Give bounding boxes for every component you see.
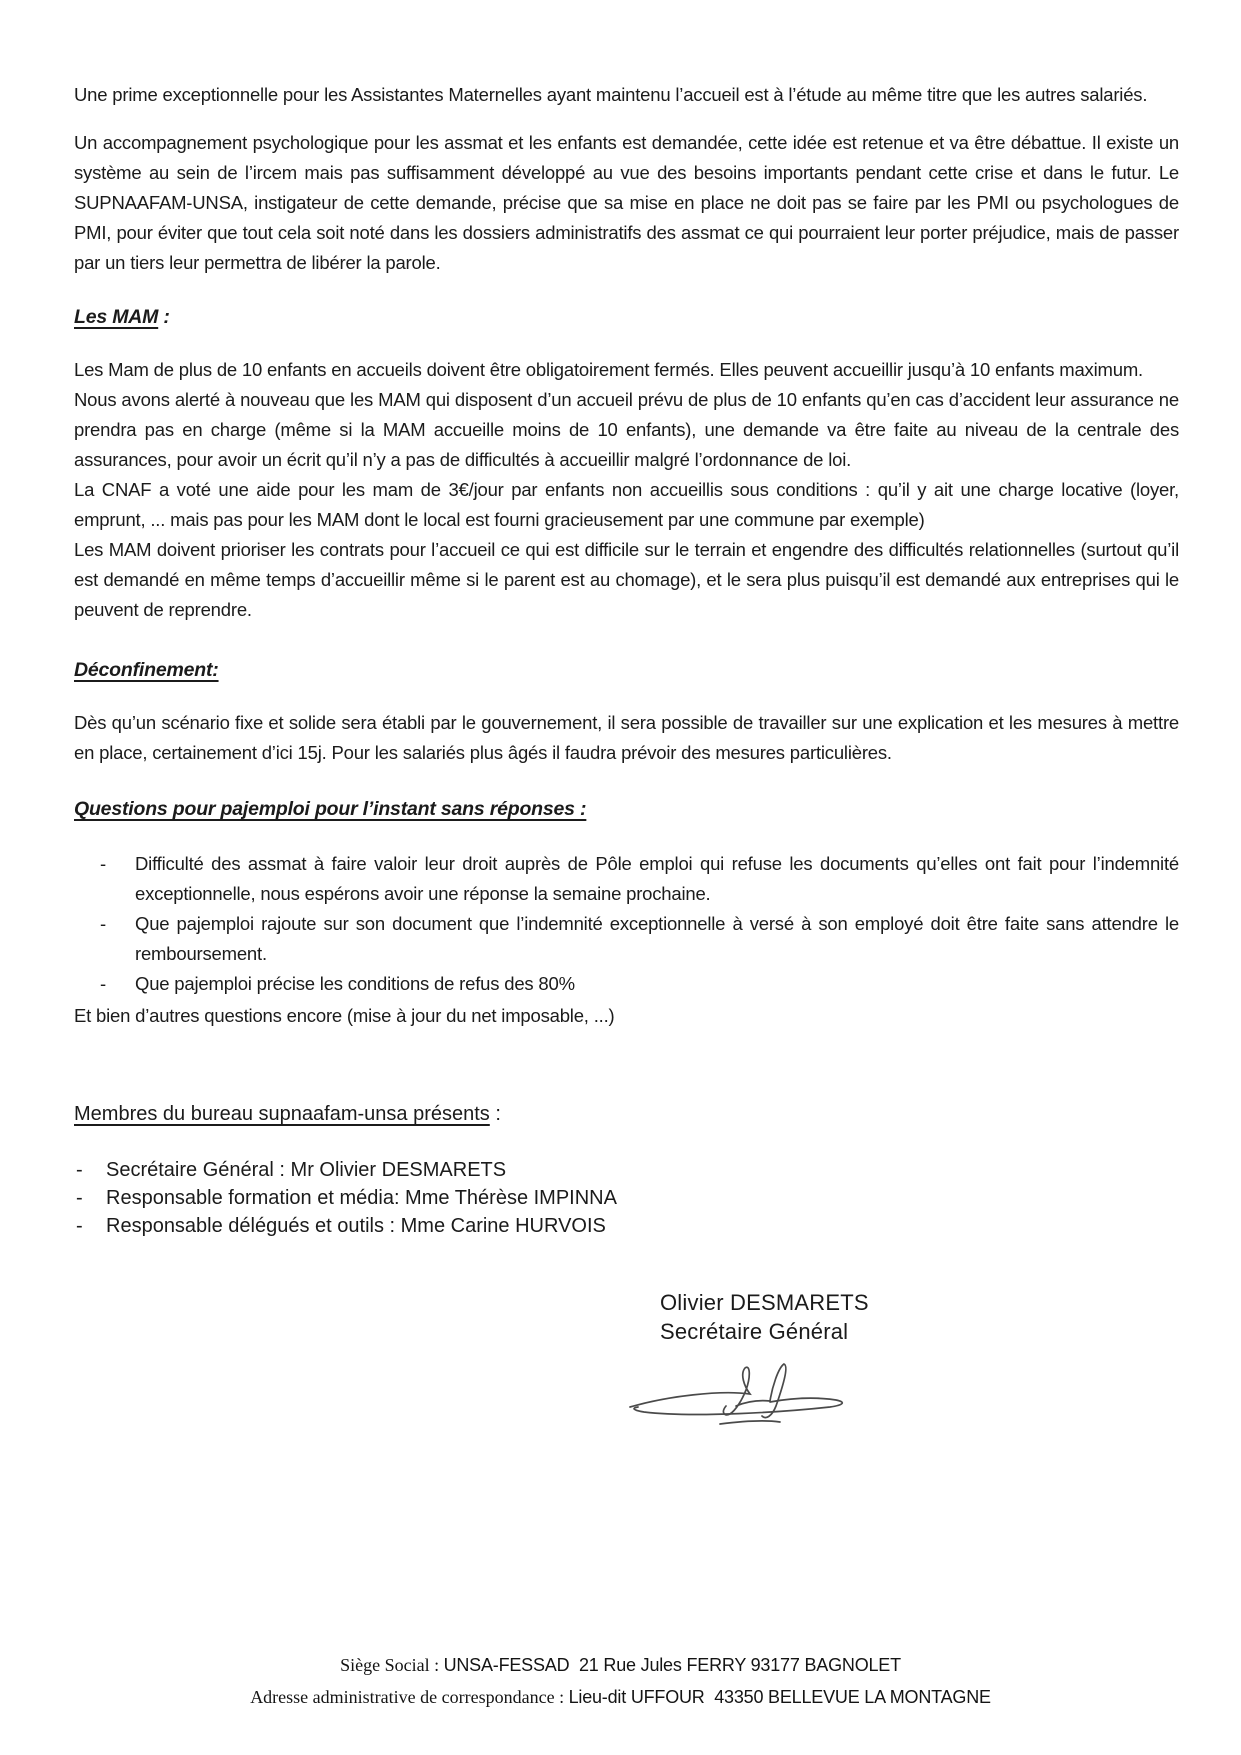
members-section (74, 1103, 1179, 1240)
list-item (74, 849, 1179, 909)
footer-line-adresse-administrative (0, 1681, 1241, 1713)
signature-block (660, 1288, 980, 1432)
bullet-text: Que pajemploi précise les conditions de refus des 80% (135, 973, 575, 994)
handwritten-signature-icon (624, 1360, 864, 1432)
paragraph-deconfinement: Dès qu’un scénario fixe et solide sera établi par le gouvernement, il sera possible de travailler sur une explication et les mesures à mettre en place, certainement d’ici 15j. Pour les salariés plus âgés il faudra prévoir des mesures particulières. (74, 712, 1179, 763)
section-heading-questions-pajemploi (74, 798, 1179, 821)
paragraph-mam-cnaf: La CNAF a voté une aide pour les mam de 3€/jour par enfants non accueillis sous conditions : qu’il y ait une charge locative (loyer, emprunt, ... mais pas pour les MAM dont le local est fourni gracieusement par une commune par exemple) (74, 479, 1179, 530)
footer-label: Adresse administrative de correspondance : (250, 1687, 569, 1707)
list-item (74, 1184, 1179, 1212)
heading-text: Les MAM (74, 306, 159, 328)
list-item (74, 969, 1179, 999)
member-text: Responsable délégués et outils : Mme Carine HURVOIS (106, 1215, 606, 1237)
bullet-dash: - (100, 973, 106, 994)
section-heading-les-mam (74, 306, 1179, 329)
footer-line-siege-social (0, 1649, 1241, 1681)
heading-colon: : (158, 306, 170, 328)
footer-value: UNSA-FESSAD 21 Rue Jules FERRY 93177 BAGNOLET (443, 1655, 901, 1675)
paragraph-autres-questions: Et bien d’autres questions encore (mise à jour du net imposable, ...) (74, 1005, 615, 1026)
bullet-text: Difficulté des assmat à faire valoir leur droit auprès de Pôle emploi qui refuse les documents qu’elles ont fait pour l’indemnité exceptionnelle, nous espérons avoir une réponse la semaine prochaine. (135, 853, 1179, 904)
members-list (74, 1156, 1179, 1240)
heading-text: Déconfinement: (74, 659, 219, 681)
list-item (74, 1156, 1179, 1184)
members-heading (74, 1103, 1179, 1126)
paragraph-mam-fermeture: Les Mam de plus de 10 enfants en accueils doivent être obligatoirement fermés. Elles peuvent accueillir jusqu’à 10 enfants maximum. (74, 359, 1143, 380)
bullet-dash: - (100, 853, 106, 874)
heading-colon: : (489, 1103, 501, 1125)
paragraph-accompagnement-psychologique: Un accompagnement psychologique pour les assmat et les enfants est demandée, cette idée est retenue et va être débattue. Il existe un système au sein de l’ircem mais pas suffisamment développé au vue des besoins importants pendant cette crise et dans le futur. Le SUPNAAFAM-UNSA, instigateur de cette demande, précise que sa mise en place ne doit pas se faire par les PMI ou psychologues de PMI, pour éviter que tout cela soit noté dans les dossiers administratifs des assmat ce qui pourraient leur porter préjudice, mais de passer par un tiers leur permettra de libérer la parole. (74, 132, 1179, 273)
questions-bullet-list (74, 849, 1179, 999)
bullet-dash: - (76, 1159, 83, 1181)
bullet-text: Que pajemploi rajoute sur son document que l’indemnité exceptionnelle à versé à son employé doit être faite sans attendre le remboursement. (135, 913, 1179, 964)
signatory-name: Olivier DESMARETS (660, 1290, 869, 1315)
paragraph-mam-contrats: Les MAM doivent prioriser les contrats pour l’accueil ce qui est difficile sur le terrain et engendre des difficultés relationnelles (surtout qu’il est demandé en même temps d’accueillir même si le parent est au chomage), et le sera plus puisqu’il est demandé aux entreprises qui le peuvent de reprendre. (74, 539, 1179, 620)
bullet-dash: - (100, 913, 106, 934)
paragraph-prime-exceptionnelle: Une prime exceptionnelle pour les Assistantes Maternelles ayant maintenu l’accueil est à l’étude au même titre que les autres salariés. (74, 84, 1148, 105)
signatory-title: Secrétaire Général (660, 1319, 849, 1344)
section-heading-deconfinement (74, 659, 1179, 682)
bullet-dash: - (76, 1215, 83, 1237)
paragraph-mam-assurance: Nous avons alerté à nouveau que les MAM qui disposent d’un accueil prévu de plus de 10 enfants qu’en cas d’accident leur assurance ne prendra pas en charge (même si la MAM accueille moins de 10 enfants), une demande va être faite au niveau de la centrale des assurances, pour avoir un écrit qu’il n’y a pas de difficultés à accueillir malgré l’ordonnance de loi. (74, 389, 1179, 470)
heading-text: Questions pour pajemploi pour l’instant sans réponses : (74, 798, 587, 820)
footer-label: Siège Social : (340, 1655, 444, 1675)
member-text: Responsable formation et média: Mme Thérèse IMPINNA (106, 1187, 617, 1209)
list-item (74, 909, 1179, 969)
bullet-dash: - (76, 1187, 83, 1209)
list-item (74, 1212, 1179, 1240)
heading-text: Membres du bureau supnaafam-unsa présents (74, 1103, 490, 1125)
footer-value: Lieu-dit UFFOUR 43350 BELLEVUE LA MONTAGNE (568, 1687, 991, 1707)
document-footer (0, 1649, 1241, 1713)
member-text: Secrétaire Général : Mr Olivier DESMARETS (106, 1159, 507, 1181)
